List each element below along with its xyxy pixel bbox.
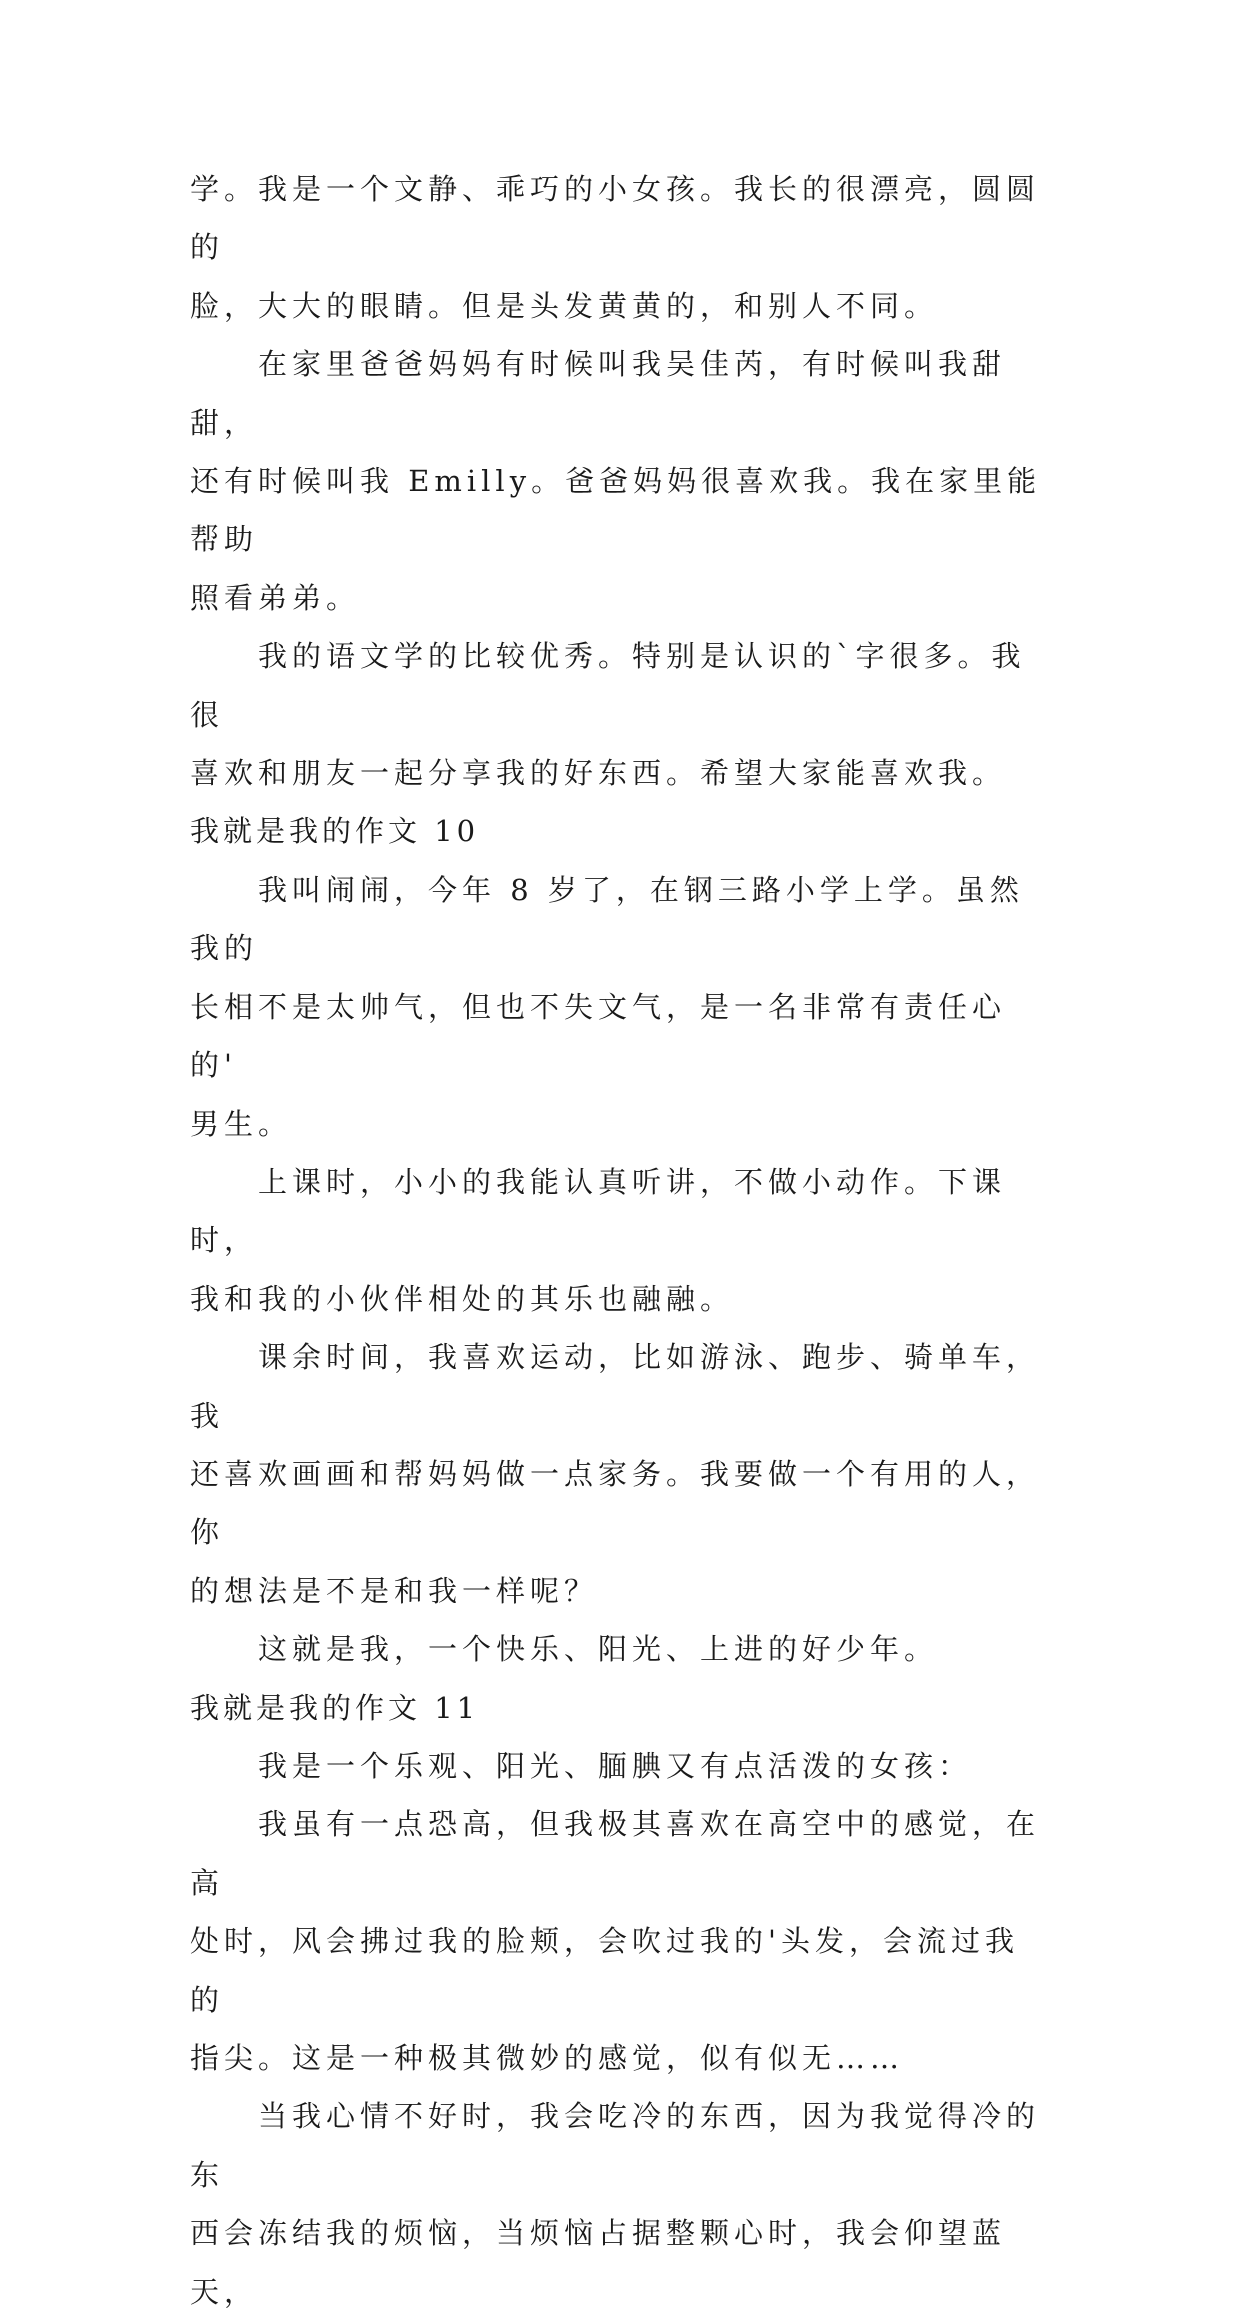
paragraph: 我叫闹闹，今年 8 岁了，在钢三路小学上学。虽然我的 长相不是太帅气，但也不失文气，是一名非常有责任心的' 男生。 [190, 872, 1024, 1141]
section-heading: 我就是我的作文 10 [190, 814, 480, 849]
paragraph: 这就是我，一个快乐、阳光、上进的好少年。 [258, 1632, 939, 1667]
paragraph: 我的语文学的比较优秀。特别是认识的`字很多。我很 喜欢和朋友一起分享我的好东西。希望大家能喜欢我。 [190, 639, 1026, 791]
paragraph: 上课时，小小的我能认真听讲，不做小动作。下课时， 我和我的小伙伴相处的其乐也融融。 [190, 1164, 1007, 1316]
section-heading: 我就是我的作文 11 [190, 1690, 480, 1725]
paragraph: 学。我是一个文静、乖巧的小女孩。我长的很漂亮，圆圆的 脸，大大的眼睛。但是头发黄黄的，和别人不同。 [190, 172, 1041, 323]
paragraph: 在家里爸爸妈妈有时候叫我吴佳芮，有时候叫我甜甜， 还有时候叫我 Emilly。爸爸妈妈很喜欢我。我在家里能帮助 照看弟弟。 [190, 347, 1042, 615]
paragraph: 当我心情不好时，我会吃冷的东西，因为我觉得冷的东 西会冻结我的烦恼，当烦恼占据整颗心时，我会仰望蓝天， [190, 2099, 1041, 2309]
paragraph: 我是一个乐观、阳光、腼腆又有点活泼的女孩： [258, 1748, 973, 1783]
document-body [190, 160, 1050, 2321]
paragraph: 我虽有一点恐高，但我极其喜欢在高空中的感觉，在高 处时，风会拂过我的脸颊，会吹过我的'头发，会流过我的 指尖。这是一种极其微妙的感觉，似有似无…… [190, 1807, 1041, 2075]
paragraph: 课余时间，我喜欢运动，比如游泳、跑步、骑单车，我 还喜欢画画和帮妈妈做一点家务。我要做一个有用的人，你 的想法是不是和我一样呢？ [190, 1340, 1041, 1608]
